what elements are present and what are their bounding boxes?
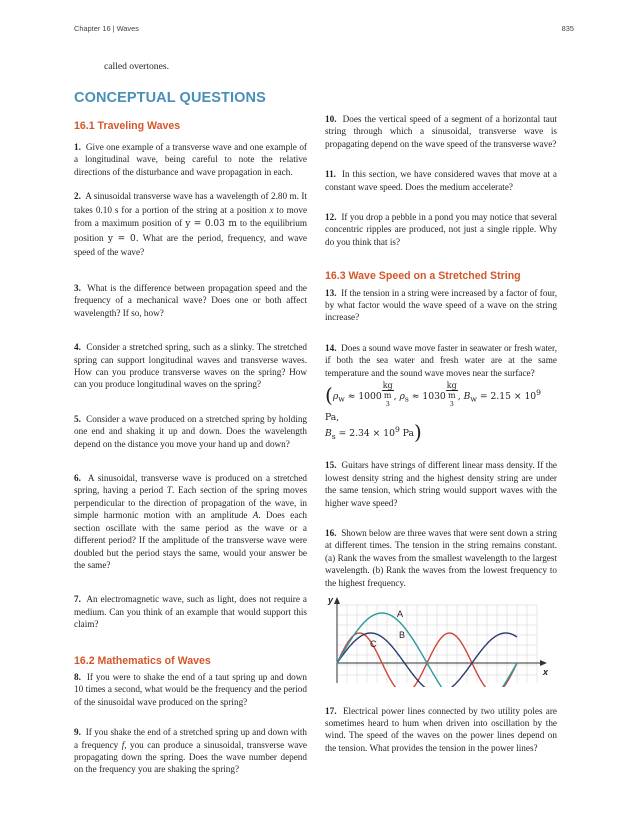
carryover-text: called overtones. [104, 61, 169, 72]
unit-fraction [446, 381, 458, 412]
question-12 [325, 211, 557, 248]
question-text: If you drop a pebble in a pond you may notice that several concentric ripples are produced, not just a single ripple. Why do you think that is? [325, 212, 558, 247]
question-text: What are the period, frequency, and wave speed of the wave? [74, 232, 307, 258]
question-number: 4. [74, 342, 81, 353]
y-axis-label: y [328, 595, 334, 606]
question-17 [325, 705, 557, 755]
question-text: Does the vertical speed of a segment of a horizontal taut string through which a sinusoidal, transverse wave is propagating depend on the wave speed of the transverse wave? [325, 114, 557, 149]
question-number: 10. [325, 114, 337, 124]
left-column [74, 92, 307, 776]
question-number: 12. [325, 212, 337, 223]
question-3 [74, 282, 307, 319]
question-text: . Each section of the spring moves perpendicular to the direction of propagation of the wave, in simple harmonic motion with an amplitude [74, 485, 308, 521]
question-number: 15. [325, 460, 337, 471]
question-9 [74, 726, 307, 776]
math-value: = 2.15 × 10 [476, 390, 537, 402]
question-13 [325, 287, 557, 324]
unit-fraction [382, 381, 394, 412]
subscript: w [470, 394, 477, 404]
question-text: Guitars have strings of different linear mass density. If the lowest density string and the highest density string are under the same tension, which string would support waves with the higher wave speed? [325, 460, 557, 508]
subsection-heading-16-1: 16.1 Traveling Waves [74, 120, 181, 133]
subscript: w [338, 394, 345, 404]
question-5 [74, 413, 307, 450]
math-value: = 2.34 × 10 [335, 428, 395, 440]
rho-symbol: ρ [399, 390, 405, 402]
question-14-equation: ($\rho_w \approx 1000$ kg m $^3$ , $\rho_s \approx 1030$ kg m $^3$ , $B_w = 2.15 \times 10^9$ Pa, $B_s = 2.34 \times 10^9$ Pa) [325, 381, 542, 445]
question-4 [74, 341, 307, 391]
math-expression: y = 0.03 m [185, 219, 237, 230]
question-text: Electrical power lines connected by two utility poles are sometimes heard to hum when driven into oscillation by the wind. The speed of the waves on the power lines depend on the tension. What provides the tension in the power lines? [325, 705, 557, 753]
question-number: 11. [325, 169, 336, 180]
question-text: Does a sound wave move faster in seawater or fresh water, if both the sea water and fresh water are at the same temperature and the sound wave moves near the surface? [325, 342, 558, 378]
question-number: 8. [74, 671, 81, 682]
question-11 [325, 168, 557, 193]
question-number: 7. [74, 594, 81, 605]
rho-symbol: ρ [332, 390, 339, 402]
question-text: Consider a stretched spring, such as a slinky. The stretched spring can support longitudinal waves and transverse waves. How can you produce transverse waves on the spring? How can you produce longitudinal waves on the spring? [74, 342, 307, 390]
question-15 [325, 459, 557, 509]
question-text: In this section, we have considered waves that move at a constant wave speed. Does the medium accelerate? [325, 169, 557, 192]
question-number: 9. [74, 727, 81, 738]
question-number: 3. [74, 283, 81, 293]
variable-T: T [166, 485, 172, 496]
wave-label-b: B [399, 630, 406, 641]
question-text: Consider a wave produced on a stretched spring by holding one end and shaking it up and down. Does the wavelength depend on the distance you move your hand up and down? [74, 413, 308, 449]
question-6 [74, 472, 307, 571]
question-1 [74, 141, 307, 178]
math-value: ≈ 1030 [408, 390, 446, 402]
x-axis-arrow [540, 660, 547, 666]
unit-numerator: kg [382, 381, 393, 391]
question-2 [74, 190, 307, 260]
question-text: , you can produce a sinusoidal, transverse wave propagating down the spring. Does the wave number depend on the frequency you are shaking the spring? [74, 739, 307, 775]
x-axis-label: x [543, 667, 549, 678]
question-text: to the equilibrium position [74, 218, 308, 243]
unit-exponent: 3 [385, 400, 390, 409]
right-column [325, 113, 557, 754]
question-8 [74, 671, 307, 708]
variable-x: x [269, 204, 274, 215]
question-number: 13. [325, 287, 337, 298]
unit-denominator [446, 391, 458, 412]
subsection-heading-16-3: 16.3 Wave Speed on a Stretched String [325, 270, 521, 283]
unit-numerator: kg [446, 381, 457, 391]
question-text: Shown below are three waves that were sent down a string at different times. The tension in the string remains constant. (a) Rank the waves from the smallest wavelength to the largest wavelength. (b) Rank the waves from the lowest frequency to the highest frequency. [325, 528, 558, 588]
question-number: 6. [74, 473, 81, 484]
question-text: A sinusoidal transverse wave has a wavelength of 2.80 m. It takes 0.10 s for a portion of the string at a position [74, 191, 307, 215]
question-text: A sinusoidal, transverse wave is produced on a stretched spring, having a period [74, 473, 307, 496]
bulk-modulus-symbol: B [325, 428, 332, 440]
bulk-modulus-symbol: B [463, 390, 471, 402]
unit: Pa [399, 428, 414, 440]
question-number: 1. [74, 141, 81, 152]
question-text: to move from a maximum position of [74, 204, 308, 229]
unit-base: m [383, 391, 392, 401]
question-text: If you were to shake the end of a taut spring up and down 10 times a second, what would be the frequency and the period of the sinusoidal wave produced on the spring? [74, 671, 308, 707]
waves-figure [325, 595, 557, 690]
exponent: 9 [394, 425, 400, 435]
question-text: What is the difference between propagation speed and the frequency of a mechanical wave? Does one or both affect wavelength? If so, how? [74, 283, 307, 318]
math-expression: y = 0. [107, 233, 139, 244]
subscript: s [331, 432, 336, 442]
wave-label-a: A [397, 609, 404, 620]
unit: Pa, [325, 411, 340, 423]
variable-A: A [252, 510, 259, 521]
chapter-label: Chapter 16 | Waves [74, 24, 139, 33]
question-number: 5. [74, 413, 81, 424]
subsection-heading-16-2: 16.2 Mathematics of Waves [74, 654, 211, 667]
y-axis-arrow [334, 597, 340, 604]
question-10 [325, 113, 557, 150]
math-value: ≈ 1000 [344, 390, 382, 402]
question-text: Give one example of a transverse wave and one example of a longitudinal wave, being careful to note the relative directions of the disturbance and wave propagation in each. [74, 141, 307, 177]
variable-f: f [121, 739, 125, 750]
question-16 [325, 527, 557, 589]
question-number: 16. [325, 528, 337, 539]
question-number: 2. [74, 191, 81, 202]
unit-base: m [447, 391, 456, 401]
question-text: If you shake the end of a stretched spring up and down with a frequency [74, 727, 308, 750]
running-header [74, 24, 574, 33]
page-number: 835 [561, 24, 574, 33]
waves-figure-svg [325, 595, 557, 687]
close-paren: ) [413, 420, 422, 445]
wave-label-c: C [370, 639, 377, 650]
question-number: 14. [325, 342, 337, 353]
unit-exponent: 3 [449, 400, 454, 409]
question-text: An electromagnetic wave, such as light, does not require a medium. Can you think of an example that would support this claim? [74, 594, 307, 630]
question-7 [74, 593, 307, 630]
exponent: 9 [536, 387, 542, 397]
question-number: 17. [325, 705, 337, 716]
section-title: CONCEPTUAL QUESTIONS [74, 90, 266, 106]
question-text: . Does each section oscillate with the same period as the wave or a different period? If the amplitude of the transverse wave were doubled but the period stays the same, would your answer be the same? [74, 510, 307, 570]
subscript: s [404, 394, 409, 404]
question-14 [325, 342, 557, 379]
unit-denominator [382, 391, 394, 412]
question-text: If the tension in a string were increased by a factor of four, by what factor would the wave speed of a wave on the string increase? [325, 287, 557, 323]
open-paren: ( [325, 382, 333, 407]
